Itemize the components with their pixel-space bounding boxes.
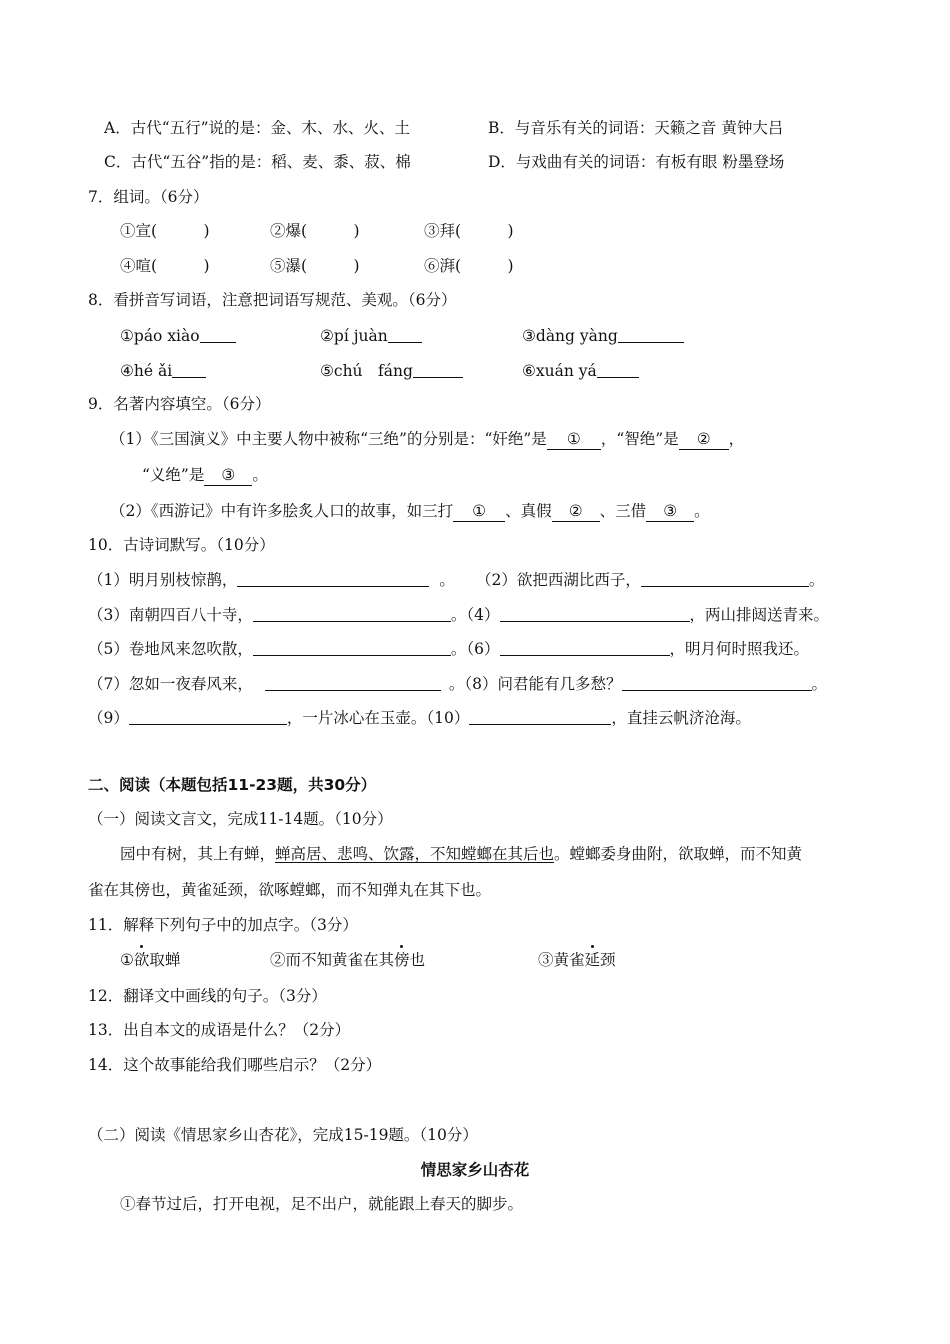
q9-blank-1[interactable]: ①	[547, 429, 601, 450]
poem-line: （3）南朝四百八十寺，	[88, 606, 253, 624]
q7-item-1: ①宣( )	[120, 222, 210, 240]
q10-title: 10．古诗词默写。（10分）	[88, 536, 275, 554]
q9-part2-text: 。	[694, 502, 710, 520]
q11-text: ③黄雀	[538, 951, 585, 969]
q6-option-c: C．古代“五谷”指的是：稻、麦、黍、菽、棉	[104, 153, 411, 171]
section-2-heading: 二、阅读（本题包括11-23题，共30分）	[88, 776, 377, 794]
poem-line: 。（8）问君能有几多愁？	[448, 675, 622, 693]
q11-text: ①	[120, 951, 134, 969]
answer-blank[interactable]	[200, 326, 236, 343]
q11-item-2	[270, 950, 425, 970]
answer-blank[interactable]	[469, 708, 611, 725]
dotted-character: 傍	[394, 951, 410, 969]
poem-line: （5）卷地风来忽吹散，	[88, 640, 253, 658]
q10-row-2	[88, 605, 829, 625]
answer-blank[interactable]	[413, 361, 463, 378]
q8-item-5	[320, 361, 463, 381]
q6-option-b: B．与音乐有关的词语：天籁之音 黄钟大吕	[488, 119, 784, 137]
answer-blank[interactable]	[597, 361, 639, 378]
poem-line: ，明月何时照我还。	[669, 640, 810, 658]
poem-line: （2）欲把西湖比西子，	[476, 571, 641, 589]
part-1-title: （一）阅读文言文，完成11-14题。（10分）	[88, 810, 393, 828]
q10-row-4	[88, 674, 827, 694]
q7-item-3: ③拜( )	[424, 222, 514, 240]
dotted-character: 延	[584, 951, 601, 969]
poem-line: （9）	[88, 709, 129, 727]
q8-item-2	[320, 326, 422, 346]
answer-blank[interactable]	[237, 570, 429, 587]
q9-blank-2[interactable]: ②	[679, 429, 729, 450]
q6-option-d: D．与戏曲有关的词语：有板有眼 粉墨登场	[488, 153, 785, 171]
article-paragraph-1: ①春节过后，打开电视，足不出户，就能跟上春天的脚步。	[120, 1195, 524, 1213]
q9-part1-line1	[110, 429, 744, 450]
q9-part2-text: （2）《西游记》中有许多脍炙人口的故事，如三打	[110, 502, 454, 520]
q13: 13．出自本文的成语是什么？（2分）	[88, 1021, 351, 1039]
q8-title: 8．看拼音写词语，注意把词语写规范、美观。（6分）	[88, 291, 457, 309]
answer-blank[interactable]	[500, 605, 690, 622]
answer-blank[interactable]	[641, 570, 809, 587]
q8-item-6-pinyin: ⑥xuán yá	[522, 362, 597, 380]
q8-item-4	[120, 361, 206, 381]
q11-text: 颈	[600, 951, 616, 969]
q9-part2-text: 、真假	[505, 502, 552, 520]
q9-part1-text: ，“智绝”是	[600, 430, 679, 448]
poem-punct: 。	[808, 571, 825, 589]
q9-blank-4[interactable]: ①	[453, 501, 505, 522]
passage-line-1	[120, 844, 802, 864]
answer-blank[interactable]	[172, 361, 206, 378]
answer-blank[interactable]	[265, 674, 441, 691]
passage-text: 。螳螂委身曲附，欲取蝉，而不知黄	[554, 845, 803, 863]
poem-line: ，直挂云帆济沧海。	[611, 709, 751, 727]
q12: 12．翻译文中画线的句子。（3分）	[88, 987, 327, 1005]
q11-text: 也	[409, 951, 426, 969]
answer-blank[interactable]	[388, 326, 422, 343]
q7-item-6: ⑥湃( )	[424, 257, 514, 275]
underlined-sentence: 蝉高居、悲鸣、饮露，不知螳螂在其后也	[275, 845, 555, 863]
q8-item-6	[522, 361, 639, 381]
passage-text: 园中有树，其上有蝉，	[120, 845, 276, 863]
q11-item-1	[120, 950, 180, 970]
passage-line-2: 雀在其傍也，黄雀延颈，欲啄螳螂，而不知弹丸在其下也。	[88, 881, 492, 899]
q7-title: 7．组词。（6分）	[88, 188, 209, 206]
q7-item-2: ②爆( )	[270, 222, 360, 240]
poem-line: （7）忽如一夜春风来，	[88, 675, 253, 693]
q9-part1-line2	[142, 465, 268, 486]
answer-blank[interactable]	[129, 708, 287, 725]
q11-item-3	[538, 950, 616, 970]
q9-blank-6[interactable]: ③	[646, 501, 694, 522]
q10-row-1-right	[476, 570, 824, 590]
q7-item-4: ④喧( )	[120, 257, 210, 275]
poem-line: ，两山排闼送青来。	[689, 606, 830, 624]
q9-blank-5[interactable]: ②	[552, 501, 600, 522]
q6-option-a: A．古代“五行”说的是：金、木、水、火、土	[104, 119, 411, 137]
part-2-title: （二）阅读《情思家乡山杏花》，完成15-19题。（10分）	[88, 1126, 478, 1144]
dotted-character: 欲	[133, 951, 150, 969]
poem-line: 。（4）	[450, 606, 500, 624]
q8-item-4-pinyin: ④hé ǎi	[120, 362, 173, 380]
answer-blank[interactable]	[253, 605, 451, 622]
poem-punct: 。	[439, 571, 455, 589]
q9-part1-text: ，	[728, 430, 745, 448]
q9-part1-text: （1）《三国演义》中主要人物中被称“三绝”的分别是：“奸绝”是	[110, 430, 547, 448]
q8-item-3	[522, 326, 684, 346]
q8-item-3-pinyin: ③dàng yàng	[522, 327, 618, 345]
q14: 14．这个故事能给我们哪些启示？（2分）	[88, 1056, 382, 1074]
q9-blank-3[interactable]: ③	[204, 465, 252, 486]
q8-item-1	[120, 326, 236, 346]
answer-blank[interactable]	[618, 326, 684, 343]
q10-row-1-left	[88, 570, 455, 590]
answer-blank[interactable]	[622, 674, 812, 691]
q11-text: ②而不知黄雀在其	[270, 951, 395, 969]
q9-part1-text: “义绝”是	[142, 466, 205, 484]
q7-item-5: ⑤瀑( )	[270, 257, 360, 275]
article-title: 情思家乡山杏花	[420, 1161, 530, 1179]
poem-line: 。（6）	[450, 640, 500, 658]
q10-row-3	[88, 639, 809, 659]
q10-row-5	[88, 708, 751, 728]
q8-item-5-pinyin: ⑤chú fáng	[320, 362, 413, 380]
answer-blank[interactable]	[253, 639, 451, 656]
poem-line: ，一片冰心在玉壶。（10）	[286, 709, 470, 727]
q11-text: 取蝉	[149, 951, 181, 969]
q8-item-1-pinyin: ①páo xiào	[120, 327, 200, 345]
q9-part2-text: 、三借	[599, 502, 647, 520]
poem-line: （1）明月别枝惊鹊，	[88, 571, 238, 589]
q9-part2	[110, 501, 710, 522]
q9-title: 9．名著内容填空。（6分）	[88, 395, 271, 413]
q9-part1-text: 。	[252, 466, 268, 484]
answer-blank[interactable]	[500, 639, 670, 656]
poem-punct: 。	[811, 675, 828, 693]
q8-item-2-pinyin: ②pí juàn	[320, 327, 388, 345]
q11-title: 11．解释下列句子中的加点字。（3分）	[88, 916, 358, 934]
